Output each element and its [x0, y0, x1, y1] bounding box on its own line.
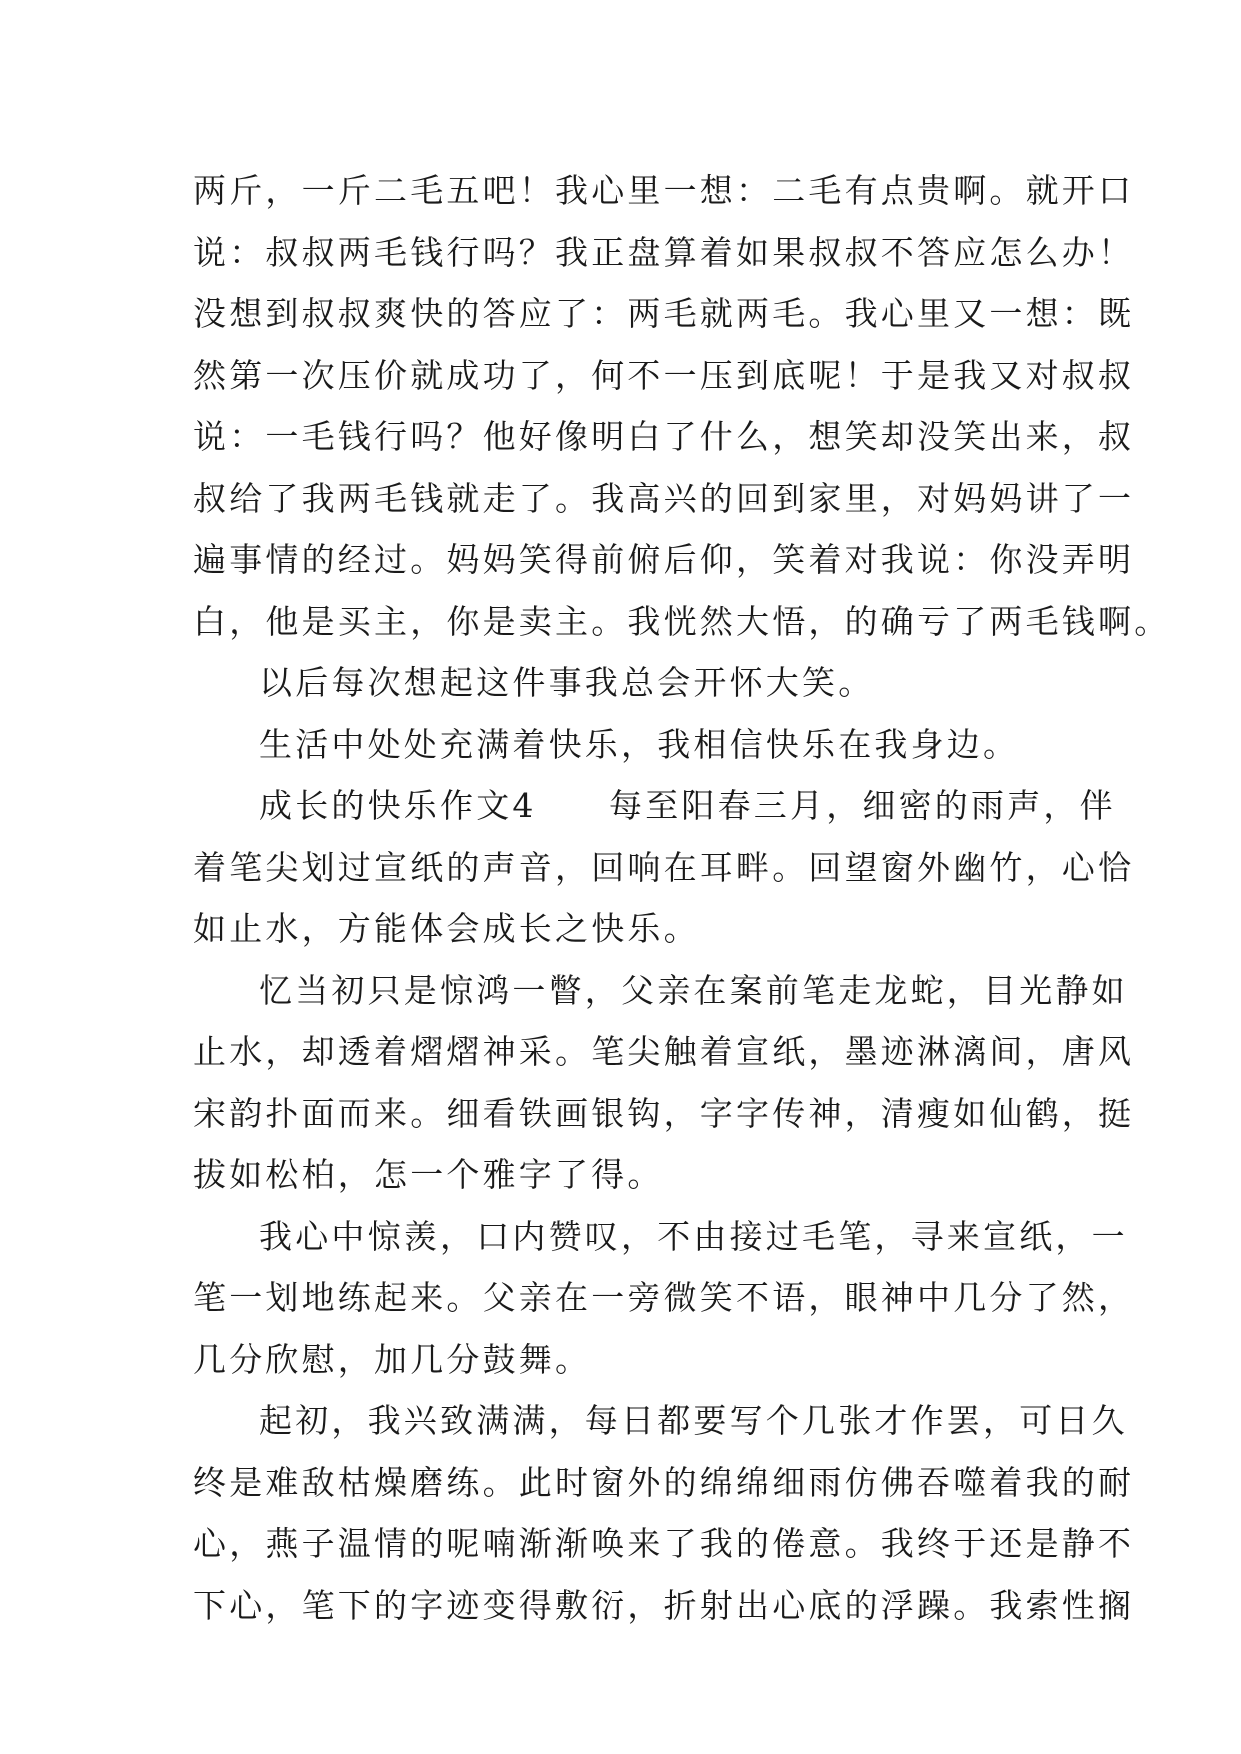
text-line: 成长的快乐作文4 每至阳春三月，细密的雨声，伴	[259, 786, 1116, 825]
text-line: 以后每次想起这件事我总会开怀大笑。	[259, 663, 875, 702]
text-line: 说：叔叔两毛钱行吗？我正盘算着如果叔叔不答应怎么办！	[193, 232, 1135, 272]
text-line: 下心，笔下的字迹变得敷衍，折射出心底的浮躁。我索性搁	[193, 1585, 1135, 1625]
text-line: 起初，我兴致满满，每日都要写个几张才作罢，可日久	[259, 1401, 1128, 1440]
text-line: 白，他是买主，你是卖主。我恍然大悟，的确亏了两毛钱啊。	[193, 601, 1171, 641]
text-line: 没想到叔叔爽快的答应了：两毛就两毛。我心里又一想：既	[193, 294, 1135, 333]
text-line: 两斤，一斤二毛五吧！我心里一想：二毛有点贵啊。就开口	[193, 171, 1135, 210]
text-line: 我心中惊羡，口内赞叹，不由接过毛笔，寻来宣纸，一	[259, 1216, 1128, 1256]
essay-body	[193, 160, 1171, 1636]
text-line: 生活中处处充满着快乐，我相信快乐在我身边。	[259, 724, 1020, 764]
text-line: 如止水，方能体会成长之快乐。	[193, 909, 700, 948]
text-line: 忆当初只是惊鸿一瞥，父亲在案前笔走龙蛇，目光静如	[259, 970, 1128, 1010]
text-line: 宋韵扑面而来。细看铁画银钩，字字传神，清瘦如仙鹤，挺	[193, 1093, 1135, 1133]
text-line: 止水，却透着熠熠神采。笔尖触着宣纸，墨迹淋漓间，唐风	[193, 1032, 1135, 1071]
text-line: 说：一毛钱行吗？他好像明白了什么，想笑却没笑出来，叔	[193, 417, 1135, 456]
text-line: 几分欣慰，加几分鼓舞。	[193, 1339, 592, 1379]
text-line: 终是难敌枯燥磨练。此时窗外的绵绵细雨仿佛吞噬着我的耐	[193, 1462, 1135, 1502]
text-line: 心，燕子温情的呢喃渐渐唤来了我的倦意。我终于还是静不	[193, 1524, 1135, 1563]
text-line: 笔一划地练起来。父亲在一旁微笑不语，眼神中几分了然，	[193, 1278, 1135, 1317]
text-line: 着笔尖划过宣纸的声音，回响在耳畔。回望窗外幽竹，心恰	[193, 847, 1135, 887]
text-line: 遍事情的经过。妈妈笑得前俯后仰，笑着对我说：你没弄明	[193, 540, 1135, 579]
text-line: 叔给了我两毛钱就走了。我高兴的回到家里，对妈妈讲了一	[193, 478, 1135, 518]
text-line: 拔如松柏，怎一个雅字了得。	[193, 1155, 664, 1194]
text-line: 然第一次压价就成功了，何不一压到底呢！于是我又对叔叔	[193, 355, 1135, 395]
